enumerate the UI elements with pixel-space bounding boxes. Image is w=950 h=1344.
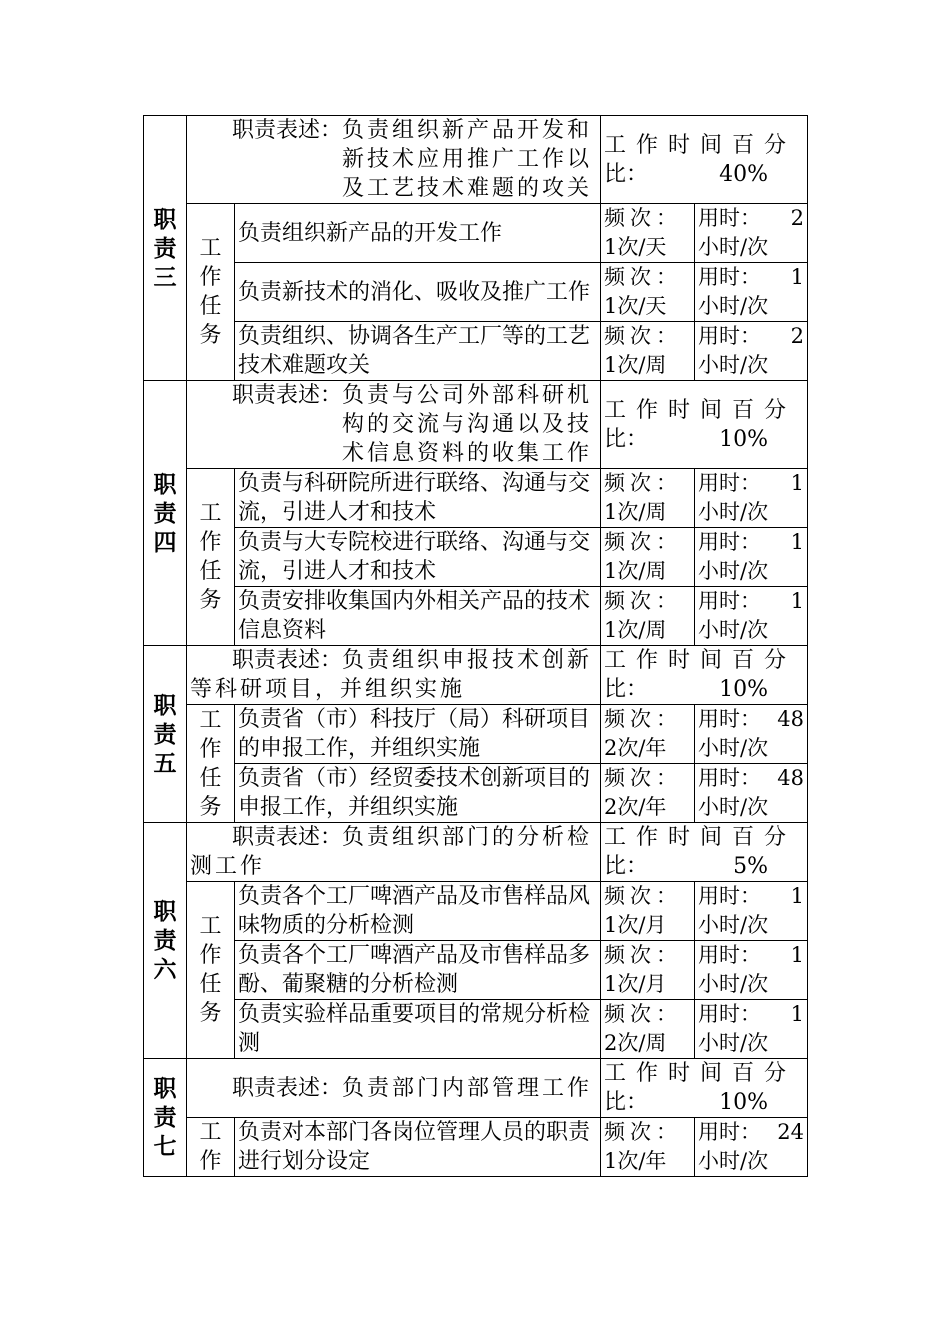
task-frequency [601, 469, 695, 528]
task-duration [695, 263, 808, 322]
time-percentage-prefix: 比： [604, 854, 649, 879]
frequency-value: 1次/周 [604, 500, 667, 524]
task-row [144, 882, 808, 941]
task-frequency [601, 1000, 695, 1059]
duration-unit: 小时/次 [698, 795, 769, 819]
task-text: 负责与大专院校进行联络、沟通与交流，引进人才和技术 [238, 530, 591, 584]
duration-unit: 小时/次 [698, 1031, 769, 1055]
duration-line [698, 1118, 804, 1147]
frequency-label: 频次： [604, 707, 682, 731]
time-percentage-prefix: 比： [604, 677, 649, 702]
task-label-text: 工 作 任 务 [199, 236, 222, 348]
duration-value: 2 [790, 206, 805, 230]
duration-label: 用时： [698, 530, 761, 554]
time-percentage [601, 646, 808, 705]
duration-label: 用时： [698, 589, 761, 613]
duration-line [698, 1000, 804, 1029]
duration-unit: 小时/次 [698, 235, 769, 259]
task-text: 负责省（市）科技厅（局）科研项目的申报工作，并组织实施 [238, 707, 591, 761]
task-label [187, 882, 235, 1059]
time-percentage-line [604, 160, 804, 189]
task-frequency [601, 705, 695, 764]
duration-value: 1 [790, 1002, 805, 1026]
task-frequency [601, 587, 695, 646]
frequency-label: 频次： [604, 1002, 682, 1026]
task-text: 负责实验样品重要项目的常规分析检测 [238, 1002, 591, 1056]
task-label-text: 工 作 任 务 [199, 914, 222, 1026]
time-percentage-label: 工作时间百分 [604, 132, 797, 158]
duration-label: 用时： [698, 943, 761, 967]
task-row [144, 263, 808, 322]
duty-description-row [144, 1059, 808, 1118]
duration-line [698, 587, 804, 616]
task-duration [695, 587, 808, 646]
frequency-label: 频次： [604, 589, 682, 613]
duty-description-prefix: 职责表述： [232, 648, 343, 673]
duty-description-row [144, 823, 808, 882]
duration-value: 1 [790, 471, 805, 495]
frequency-value: 2次/年 [604, 795, 667, 819]
task-text: 负责各个工厂啤酒产品及市售样品风味物质的分析检测 [238, 884, 591, 938]
duty-description-text: 负责与公司外部科研机构的交流与沟通以及技术信息资料的收集工作 [342, 383, 593, 466]
frequency-value: 1次/年 [604, 1149, 667, 1173]
duty-description-text: 负责组织新产品开发和新技术应用推广工作以及工艺技术难题的攻关 [342, 118, 593, 201]
time-percentage-value: 10% [719, 1090, 769, 1115]
duration-label: 用时： [698, 884, 761, 908]
duration-value: 1 [790, 884, 805, 908]
task-frequency [601, 204, 695, 263]
task-label-text: 工 作 任 务 [199, 707, 222, 820]
task-frequency [601, 941, 695, 1000]
duty-label [144, 381, 187, 646]
task-label-text: 工 作 任 务 [199, 501, 222, 613]
duty-description [187, 823, 601, 882]
task-label [187, 204, 235, 381]
task-label [187, 469, 235, 646]
time-percentage-value: 10% [719, 426, 769, 452]
task-duration [695, 941, 808, 1000]
frequency-value: 1次/月 [604, 913, 667, 937]
time-percentage-line [604, 1088, 804, 1117]
duration-value: 48 [777, 707, 805, 731]
duration-label: 用时： [698, 707, 761, 731]
duty-description [187, 381, 601, 469]
duty-description-row [144, 116, 808, 204]
time-percentage-value: 40% [719, 161, 769, 187]
task-text-cell [235, 882, 601, 941]
duration-line [698, 941, 804, 970]
frequency-label: 频次： [604, 324, 682, 348]
frequency-label: 频次： [604, 1120, 682, 1144]
task-text-cell [235, 263, 601, 322]
task-text: 负责组织新产品的开发工作 [238, 220, 503, 246]
duty-label-text: 职 责 三 [153, 205, 177, 291]
duration-line [698, 764, 804, 793]
duty-description-prefix: 职责表述： [232, 1075, 343, 1101]
task-row [144, 764, 808, 823]
frequency-value: 1次/周 [604, 559, 667, 583]
duty-description-wrap [190, 116, 597, 203]
time-percentage [601, 1059, 808, 1118]
frequency-label: 频次： [604, 265, 682, 289]
task-duration [695, 204, 808, 263]
task-text: 负责安排收集国内外相关产品的技术信息资料 [238, 589, 591, 643]
duty-description-wrap [190, 646, 597, 704]
duty-label-text: 职 责 七 [153, 1075, 177, 1160]
task-duration [695, 469, 808, 528]
time-percentage-line [604, 425, 804, 454]
time-percentage-prefix: 比： [604, 161, 649, 187]
duration-line [698, 322, 804, 351]
duration-value: 24 [777, 1120, 805, 1144]
task-text-cell [235, 528, 601, 587]
duty-label [144, 116, 187, 381]
duty-label-text: 职 责 五 [153, 691, 177, 777]
task-row [144, 528, 808, 587]
duration-unit: 小时/次 [698, 913, 769, 937]
duration-unit: 小时/次 [698, 294, 769, 318]
duty-description-row [144, 381, 808, 469]
duration-line [698, 469, 804, 498]
duration-line [698, 528, 804, 557]
duty-description-wrap [190, 381, 597, 468]
time-percentage-value: 10% [719, 677, 769, 702]
duty-description-text: 负责组织部门的分析检测工作 [190, 825, 593, 879]
task-duration [695, 1118, 808, 1177]
task-row [144, 941, 808, 1000]
duty-label [144, 646, 187, 823]
task-frequency [601, 882, 695, 941]
duration-line [698, 263, 804, 292]
task-row [144, 1118, 808, 1177]
task-frequency [601, 263, 695, 322]
duration-line [698, 705, 804, 734]
duty-description [187, 1059, 601, 1118]
duty-description [187, 646, 601, 705]
time-percentage-line [604, 675, 804, 704]
task-row [144, 469, 808, 528]
task-text-cell [235, 764, 601, 823]
duty-description [187, 116, 601, 204]
task-text: 负责新技术的消化、吸收及推广工作 [238, 279, 591, 305]
duration-label: 用时： [698, 265, 761, 289]
time-percentage-label: 工作时间百分 [604, 1061, 797, 1086]
task-text: 负责省（市）经贸委技术创新项目的申报工作，并组织实施 [238, 766, 591, 820]
duration-unit: 小时/次 [698, 1149, 769, 1173]
task-row [144, 587, 808, 646]
frequency-label: 频次： [604, 471, 682, 495]
duty-description-prefix: 职责表述： [232, 383, 343, 408]
time-percentage-value: 5% [733, 854, 769, 879]
duration-value: 48 [777, 766, 805, 790]
duration-line [698, 204, 804, 233]
duty-description-text: 负责部门内部管理工作 [342, 1075, 593, 1101]
duration-value: 1 [790, 589, 805, 613]
task-text: 负责与科研院所进行联络、沟通与交流，引进人才和技术 [238, 471, 591, 525]
duration-value: 1 [790, 943, 805, 967]
task-duration [695, 1000, 808, 1059]
task-row [144, 1000, 808, 1059]
time-percentage [601, 116, 808, 204]
task-row [144, 705, 808, 764]
task-frequency [601, 528, 695, 587]
time-percentage-label: 工作时间百分 [604, 825, 797, 850]
duty-description-text: 负责组织申报技术创新等科研项目，并组织实施 [190, 648, 593, 702]
task-duration [695, 528, 808, 587]
duty-label [144, 1059, 187, 1177]
task-text-cell [235, 204, 601, 263]
frequency-label: 频次： [604, 206, 682, 230]
frequency-value: 2次/年 [604, 736, 667, 760]
task-duration [695, 322, 808, 381]
task-text: 负责组织、协调各生产工厂等的工艺技术难题攻关 [238, 324, 591, 378]
duration-line [698, 882, 804, 911]
task-text: 负责各个工厂啤酒产品及市售样品多酚、葡聚糖的分析检测 [238, 943, 591, 997]
task-duration [695, 705, 808, 764]
duty-label-text: 职 责 四 [153, 470, 177, 556]
duty-description-prefix: 职责表述： [232, 118, 343, 143]
duty-table [143, 115, 808, 1177]
task-text-cell [235, 705, 601, 764]
task-text: 负责对本部门各岗位管理人员的职责进行划分设定 [238, 1120, 591, 1174]
frequency-value: 1次/周 [604, 618, 667, 642]
frequency-label: 频次： [604, 943, 682, 967]
duty-table-body [144, 116, 808, 1177]
duration-value: 2 [790, 324, 805, 348]
duty-description-prefix: 职责表述： [232, 825, 343, 850]
duration-unit: 小时/次 [698, 972, 769, 996]
frequency-value: 1次/月 [604, 972, 667, 996]
duty-description-wrap [190, 1074, 597, 1103]
task-row [144, 322, 808, 381]
duration-label: 用时： [698, 766, 761, 790]
duration-unit: 小时/次 [698, 500, 769, 524]
task-text-cell [235, 322, 601, 381]
task-frequency [601, 322, 695, 381]
time-percentage-label: 工作时间百分 [604, 397, 797, 423]
time-percentage [601, 381, 808, 469]
frequency-value: 1次/天 [604, 235, 667, 259]
duration-value: 1 [790, 265, 805, 289]
duration-label: 用时： [698, 1120, 761, 1144]
task-frequency [601, 764, 695, 823]
task-row [144, 204, 808, 263]
frequency-value: 2次/周 [604, 1031, 667, 1055]
time-percentage [601, 823, 808, 882]
task-duration [695, 882, 808, 941]
duration-label: 用时： [698, 471, 761, 495]
duty-label-text: 职 责 六 [153, 898, 177, 983]
task-text-cell [235, 1118, 601, 1177]
duty-description-wrap [190, 823, 597, 881]
time-percentage-line [604, 852, 804, 881]
duration-unit: 小时/次 [698, 353, 769, 377]
duration-unit: 小时/次 [698, 736, 769, 760]
duration-unit: 小时/次 [698, 559, 769, 583]
duty-label [144, 823, 187, 1059]
task-frequency [601, 1118, 695, 1177]
frequency-label: 频次： [604, 766, 682, 790]
time-percentage-prefix: 比： [604, 426, 649, 452]
task-text-cell [235, 1000, 601, 1059]
frequency-value: 1次/天 [604, 294, 667, 318]
task-label [187, 1118, 235, 1177]
task-text-cell [235, 941, 601, 1000]
time-percentage-label: 工作时间百分 [604, 648, 797, 673]
task-text-cell [235, 469, 601, 528]
duration-label: 用时： [698, 324, 761, 348]
task-text-cell [235, 587, 601, 646]
task-label-text: 工 作 [199, 1120, 222, 1174]
duty-description-row [144, 646, 808, 705]
duration-value: 1 [790, 530, 805, 554]
frequency-label: 频次： [604, 884, 682, 908]
time-percentage-prefix: 比： [604, 1090, 649, 1115]
frequency-label: 频次： [604, 530, 682, 554]
duration-unit: 小时/次 [698, 618, 769, 642]
task-duration [695, 764, 808, 823]
frequency-value: 1次/周 [604, 353, 667, 377]
duration-label: 用时： [698, 206, 761, 230]
duration-label: 用时： [698, 1002, 761, 1026]
task-label [187, 705, 235, 823]
